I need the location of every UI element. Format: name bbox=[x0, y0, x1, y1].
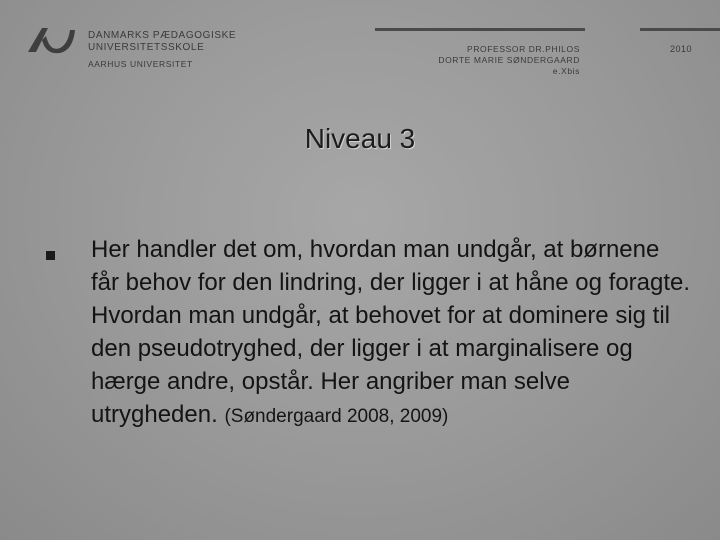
header-divider-left bbox=[375, 28, 585, 31]
institution-name-line1: DANMARKS PÆDAGOGISKE bbox=[88, 30, 237, 41]
professor-name: DORTE MARIE SØNDERGAARD bbox=[438, 55, 580, 65]
header-divider-right bbox=[640, 28, 720, 31]
bullet-item bbox=[91, 233, 691, 433]
university-name: AARHUS UNIVERSITET bbox=[88, 59, 193, 69]
institution-name-line2: UNIVERSITETSSKOLE bbox=[88, 42, 205, 53]
year-label: 2010 bbox=[670, 44, 693, 54]
bullet-text: Her handler det om, hvordan man undgår, at børnene får behov for den lindring, der ligger i at håne og foragte. Hvordan man undgår, at behovet for at dominere sig til den pseudotryghed, der ligger i at marginalisere og hærge andre, opstår. Her angriber man selve utrygheden. bbox=[91, 236, 691, 428]
institution-header bbox=[88, 30, 236, 70]
small-mark: e.Xbis bbox=[552, 66, 580, 76]
slide-title: Niveau 3 bbox=[304, 123, 416, 154]
bullet-square-icon bbox=[46, 251, 55, 260]
citation: (Søndergaard 2008, 2009) bbox=[224, 406, 449, 427]
au-logo-icon bbox=[26, 24, 78, 54]
author-header bbox=[438, 44, 580, 77]
professor-title: PROFESSOR DR.PHILOS bbox=[467, 44, 580, 54]
